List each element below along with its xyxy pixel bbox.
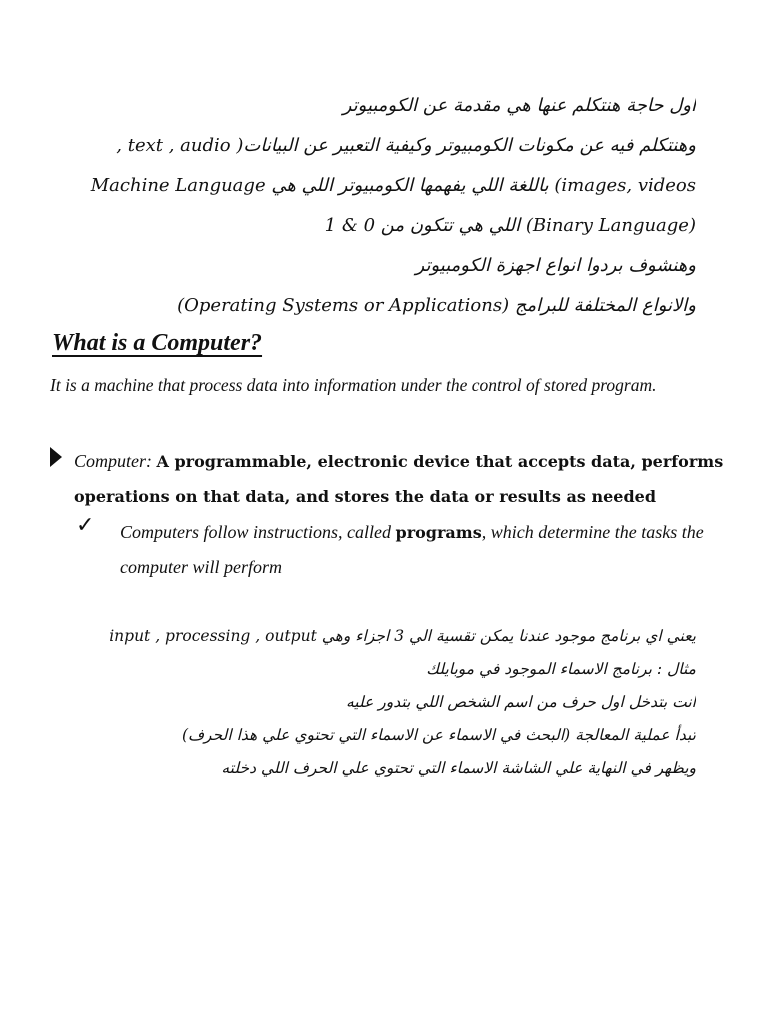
- sub-keyword: programs: [395, 523, 482, 542]
- sub-text-after: , which determine the tasks the computer will perform: [120, 522, 704, 577]
- intro-line: اول حاجة هنتكلم عنها هي مقدمة عن الكومبيوتر: [342, 95, 696, 116]
- example-line: ويظهر في النهاية علي الشاشة الاسماء التي تحتوي علي الحرف اللي دخلته: [221, 759, 696, 777]
- example-line: مثال : برنامج الاسماء الموجود في موبايلك: [426, 660, 696, 678]
- bullet-item: [50, 444, 730, 514]
- arabic-example: [100, 620, 696, 785]
- section-heading: What is a Computer?: [52, 330, 263, 356]
- definition-paragraph: It is a machine that process data into information under the control of stored program.: [50, 375, 657, 395]
- bullet-label: Computer:: [74, 451, 157, 471]
- arabic-intro: [50, 86, 696, 326]
- sub-bullet-text: [120, 515, 716, 584]
- example-line: تبدأ عملية المعالجة (البحث في الاسماء عن الاسماء التي تحتوي علي هذا الحرف): [181, 726, 696, 744]
- intro-line: images, videos) باللغة اللي يفهمها الكومبيوتر اللي هي Machine Language: [90, 175, 696, 196]
- bullet-definition: A programmable, electronic device that accepts data, performs operations on that data, and stores the data or results as needed: [74, 452, 724, 506]
- intro-line: والانواع المختلفة للبرامج (Operating Systems or Applications): [177, 295, 696, 316]
- example-line: يعني اي برنامج موجود عندنا يمكن تقسية الي 3 اجزاء وهي input , processing , output: [109, 627, 696, 645]
- checkmark-icon: ✓: [76, 513, 95, 538]
- sub-text-before: Computers follow instructions, called: [120, 522, 396, 542]
- intro-line: وهنشوف بردوا انواع اجهزة الكومبيوتر: [415, 255, 696, 276]
- example-line: انت بتدخل اول حرف من اسم الشخص اللي بتدور عليه: [346, 693, 696, 711]
- bullet-text: [74, 444, 730, 514]
- intro-line: (Binary Language) اللي هي تتكون من 0 & 1: [324, 215, 696, 236]
- triangle-bullet-icon: [50, 447, 62, 467]
- sub-bullet-item: [76, 515, 716, 584]
- intro-line: وهنتكلم فيه عن مكونات الكومبيوتر وكيفية التعبير عن البيانات( text , audio ,: [116, 135, 696, 156]
